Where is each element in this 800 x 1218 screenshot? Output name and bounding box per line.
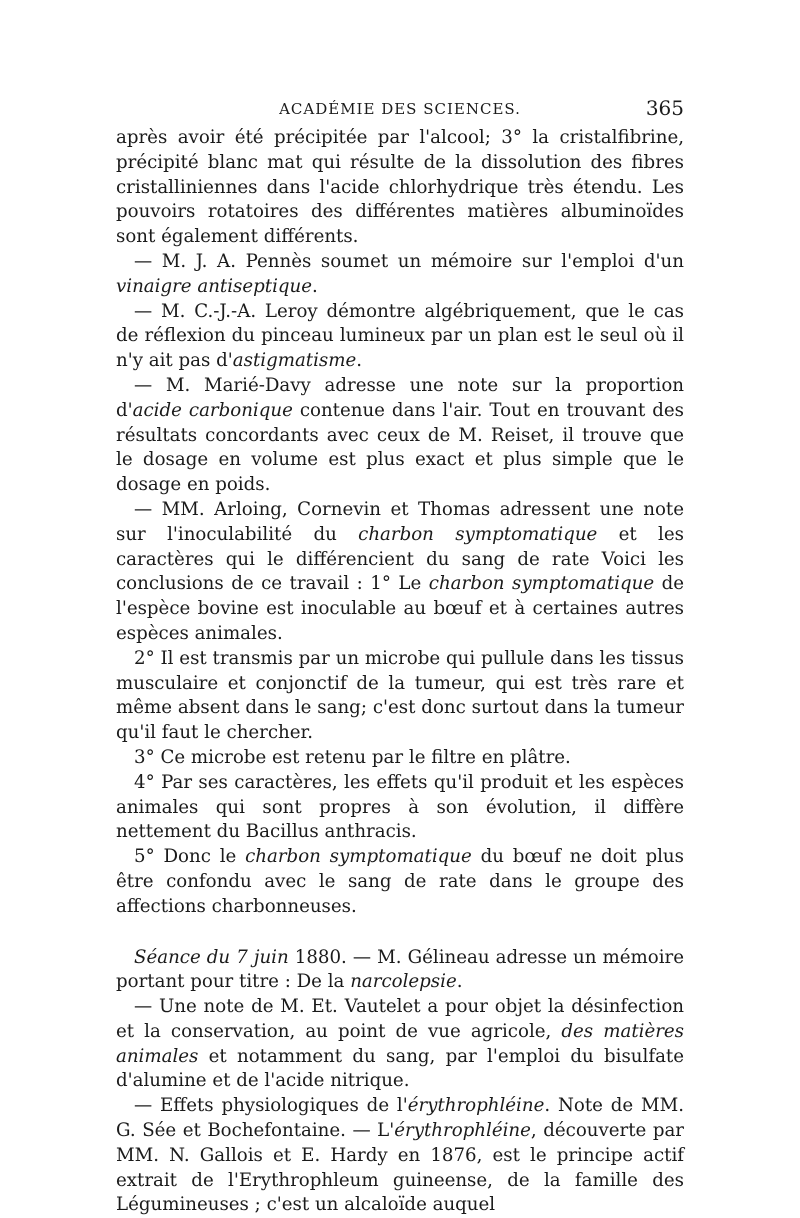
paragraph-conclusion-3: 3° Ce microbe est retenu par le filtre en plâtre. bbox=[134, 746, 571, 768]
paragraph-conclusion-2: 2° Il est transmis par un microbe qui pullule dans les tissus musculaire et conjonctif de la tumeur, qui est très rare et même absent dans le sang; c'est donc surtout dans la tumeur qu'il faut le chercher. bbox=[116, 647, 684, 744]
running-title: ACADÉMIE DES SCIENCES. bbox=[279, 100, 521, 118]
body-text bbox=[116, 126, 684, 1218]
paragraph-pennes: — M. J. A. Pennès soumet un mémoire sur l'emploi d'un vinaigre antiseptique. bbox=[116, 250, 684, 297]
paragraph-conclusion-5: 5° Donc le charbon symptomatique du bœuf ne doit plus être confondu avec le sang de rate dans le groupe des affections charbonneuses. bbox=[116, 846, 684, 917]
running-head bbox=[116, 96, 684, 126]
page-number: 365 bbox=[645, 96, 684, 120]
paragraph-erythrophleine: — Effets physiologiques de l'érythrophléine. Note de MM. G. Sée et Bochefontaine. — L'érythrophléine, découverte par MM. N. Gallois et E. Hardy en 1876, est le principe actif extrait de l'Erythrophleum guineense, de la famille des Légumineuses ; c'est un alcaloïde auquel bbox=[116, 1095, 684, 1216]
paragraph-leroy: — M. C.-J.-A. Leroy démontre algébriquement, que le cas de réflexion du pinceau lumineux par un plan est le seul où il n'y ait pas d'astigmatisme. bbox=[116, 300, 684, 372]
paragraph-vautelet: — Une note de M. Et. Vautelet a pour objet la désinfection et la conservation, au point de vue agricole, des matières animales et notamment du sang, par l'emploi du bisulfate d'alumine et de l'acide nitrique. bbox=[116, 996, 685, 1092]
paragraph-continuation: après avoir été précipitée par l'alcool; 3° la cristalfibrine, précipité blanc mat qui résulte de la dissolution des fibres cristalliniennes dans l'acide chlorhydrique très étendu. Les pouvoirs rotatoires des différentes matières albuminoïdes sont également différents. bbox=[116, 127, 684, 248]
paragraph-marie-davy: — M. Marié-Davy adresse une note sur la proportion d'acide carbonique contenue dans l'air. Tout en trouvant des résultats concordants avec ceux de M. Reiset, il trouve que le dosage en volume est plus exact et plus simple que le dosage en poids. bbox=[116, 374, 685, 496]
paragraph-conclusion-4: 4° Par ses caractères, les effets qu'il produit et les espèces animales qui sont propres à son évolution, il diffère nettement du Bacillus anthracis. bbox=[116, 771, 684, 843]
paragraph-seance-7-juin: Séance du 7 juin 1880. — M. Gélineau adresse un mémoire portant pour titre : De la narcolepsie. bbox=[116, 946, 684, 993]
section-gap bbox=[116, 920, 684, 946]
paragraph-arloing: — MM. Arloing, Cornevin et Thomas adressent une note sur l'inoculabilité du charbon symptomatique et les caractères qui le différencient du sang de rate Voici les conclusions de ce travail : 1° Le charbon symptomatique de l'espèce bovine est inoculable au bœuf et à certaines autres espèces animales. bbox=[116, 498, 684, 644]
